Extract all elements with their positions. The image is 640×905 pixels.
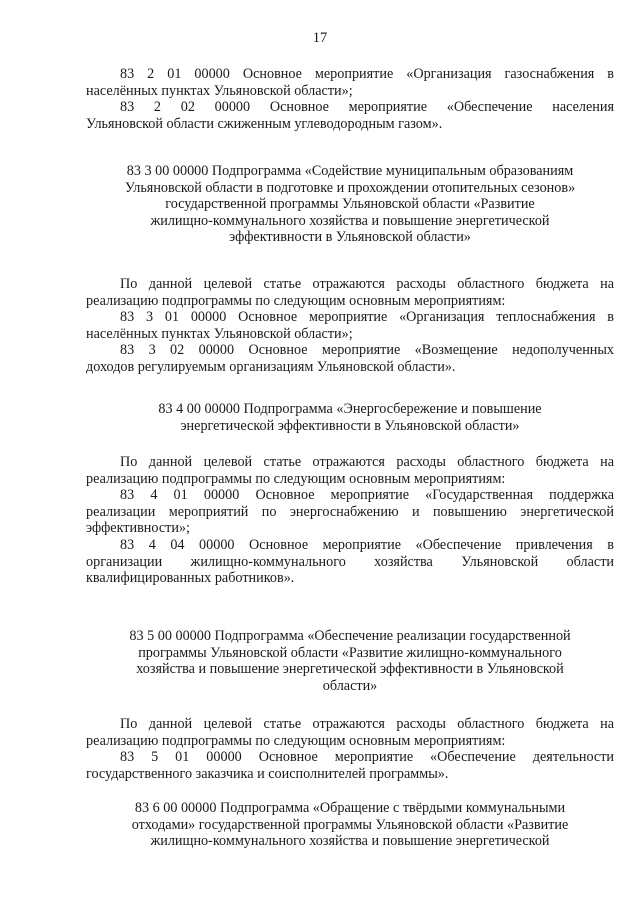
subprogram-heading-3 [86,628,614,694]
text-line: эффективности»; [86,520,190,537]
text-line: населённых пунктах Ульяновской области»; [86,82,353,99]
heading-line: Ульяновской области в подготовке и прохождении отопительных сезонов» [124,179,576,196]
text-line: реализацию подпрограммы по следующим основным мероприятиям: [86,470,506,487]
subprogram-heading-2 [86,401,614,434]
text-line: 83 3 01 00000 Основное мероприятие «Организация теплоснабжения в [120,309,614,326]
heading-line: 83 6 00 00000 Подпрограмма «Обращение с твёрдыми коммунальными [134,800,566,816]
paragraph-block-2 [86,276,614,376]
heading-line: государственной программы Ульяновской области «Развитие [165,196,535,213]
heading-line: 83 3 00 00000 Подпрограмма «Содействие муниципальным образованиям [126,163,574,179]
text-line: 83 4 04 00000 Основное мероприятие «Обеспечение привлечения в [120,536,614,553]
text-line: 83 2 02 00000 Основное мероприятие «Обеспечение населения [120,99,614,116]
heading-line: эффективности в Ульяновской области» [229,229,471,246]
text-line: По данной целевой статье отражаются расходы областного бюджета на [120,276,614,292]
text-line: реализацию подпрограммы по следующим основным мероприятиям: [86,732,506,749]
text-line: государственного заказчика и соисполнителей программы». [86,765,449,782]
heading-line: жилищно-коммунального хозяйства и повышение энергетической [150,212,550,229]
text-line: 83 5 01 00000 Основное мероприятие «Обеспечение деятельности [120,749,614,766]
heading-line: отходами» государственной программы Ульяновской области «Развитие [131,816,569,833]
text-line: доходов регулируемым организациям Ульяновской области». [86,358,456,375]
text-line: населённых пунктах Ульяновской области»; [86,325,353,342]
paragraph-block-1 [86,66,614,132]
heading-line: 83 4 00 00000 Подпрограмма «Энергосбережение и повышение [158,401,542,417]
subprogram-heading-1 [86,163,614,246]
page-number: 17 [312,30,328,46]
text-line: 83 3 02 00000 Основное мероприятие «Возмещение недополученных [120,342,614,359]
text-line: реализации мероприятий по энергоснабжению и повышению энергетической [86,503,614,520]
text-line: организации жилищно-коммунального хозяйства Ульяновской области [86,553,614,570]
subprogram-heading-4 [86,800,614,850]
text-line: реализацию подпрограммы по следующим основным мероприятиям: [86,292,506,309]
heading-line: программы Ульяновской области «Развитие жилищно-коммунального [138,644,562,661]
heading-line: области» [322,677,378,694]
paragraph-block-3 [86,454,614,587]
heading-line: жилищно-коммунального хозяйства и повышение энергетической [150,833,550,850]
text-line: Ульяновской области сжиженным углеводородным газом». [86,115,443,132]
heading-line: энергетической эффективности в Ульяновской области» [180,417,520,434]
paragraph-block-4 [86,716,614,782]
heading-line: хозяйства и повышение энергетической эффективности в Ульяновской [136,661,564,678]
text-line: По данной целевой статье отражаются расходы областного бюджета на [120,716,614,732]
heading-line: 83 5 00 00000 Подпрограмма «Обеспечение реализации государственной [129,628,571,644]
text-line: квалифицированных работников». [86,570,295,587]
text-line: 83 4 01 00000 Основное мероприятие «Государственная поддержка [120,487,614,504]
text-line: 83 2 01 00000 Основное мероприятие «Организация газоснабжения в [120,66,614,82]
text-line: По данной целевой статье отражаются расходы областного бюджета на [120,454,614,470]
